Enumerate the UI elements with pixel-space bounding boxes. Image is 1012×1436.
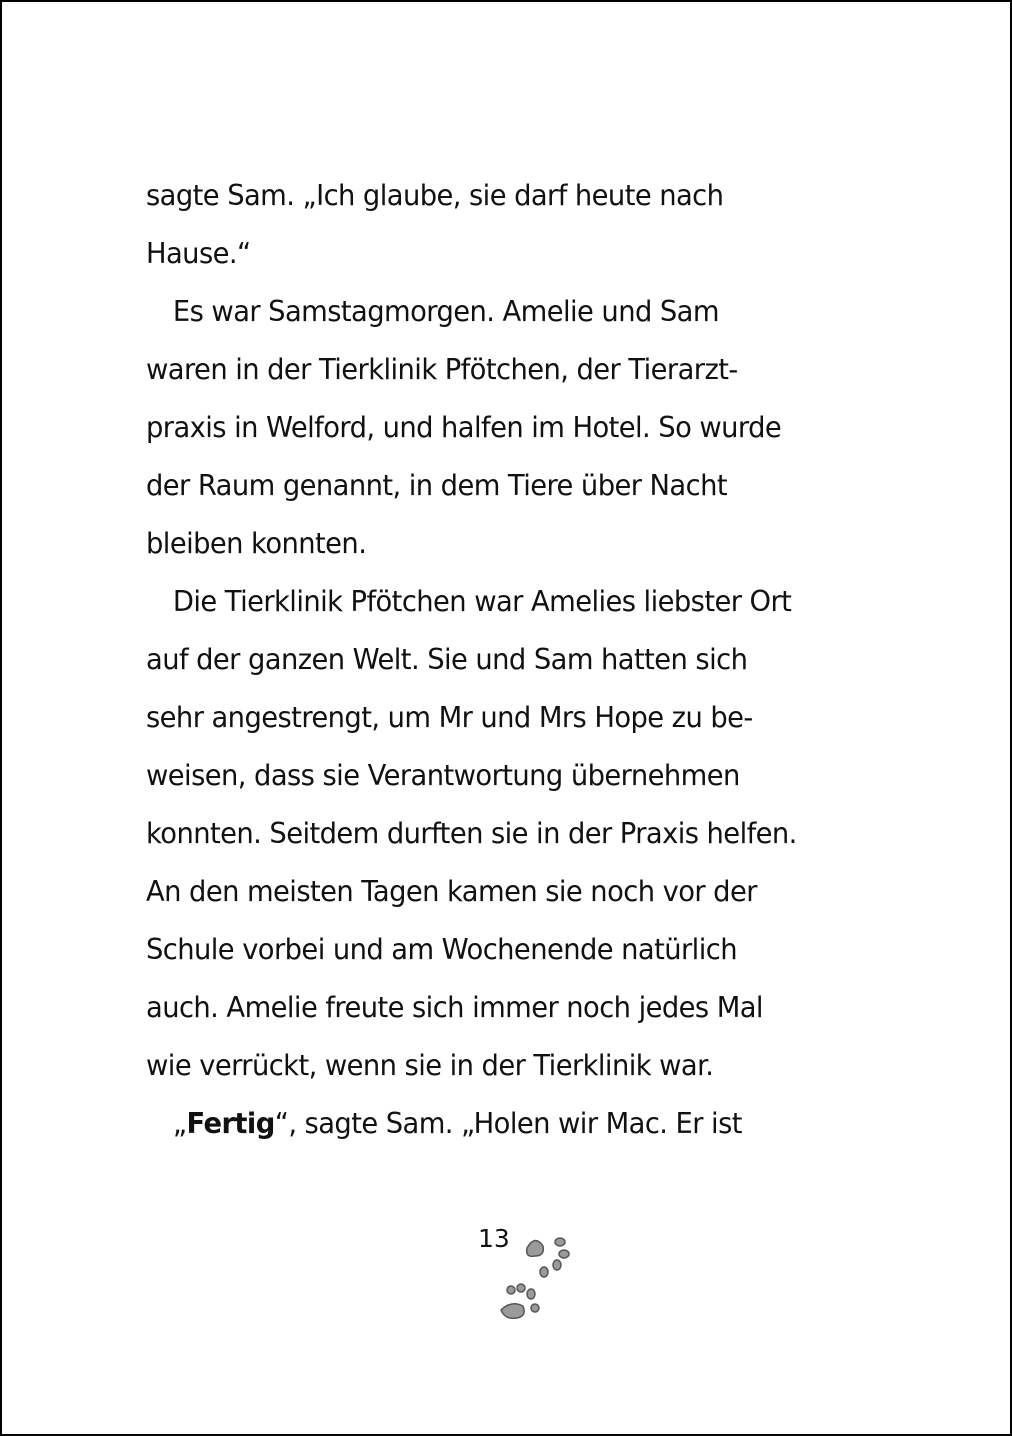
page-number: 13 [478,1224,510,1253]
text-line: auch. Amelie freute sich immer noch jedes Mal [146,991,763,1024]
text-line: wie verrückt, wenn sie in der Tierklinik war. [146,1049,714,1082]
text-line: sagte Sam. „Ich glaube, sie darf heute nach [146,179,724,212]
body-text [146,167,818,1153]
open-quote: „ [172,1107,187,1140]
text-line: waren in der Tierklinik Pfötchen, der Tierarzt- [146,353,738,386]
bold-word: Fertig [186,1107,275,1140]
text-line: der Raum genannt, in dem Tiere über Nacht [146,469,728,502]
text-line: bleiben konnten. [146,527,367,560]
text-line: An den meisten Tagen kamen sie noch vor der [146,875,757,908]
text-line: Es war Samstagmorgen. Amelie und Sam [172,295,719,328]
text-line: auf der ganzen Welt. Sie und Sam hatten sich [146,643,748,676]
line-rest: “, sagte Sam. „Holen wir Mac. Er ist [274,1107,742,1140]
text-line: Hause.“ [146,237,251,270]
text-line: weisen, dass sie Verantwortung übernehmen [146,759,740,792]
text-line: praxis in Welford, und halfen im Hotel. So wurde [146,411,782,444]
text-line: Schule vorbei und am Wochenende natürlich [146,933,737,966]
text-line: sehr angestrengt, um Mr und Mrs Hope zu be- [146,701,753,734]
text-line: Die Tierklinik Pfötchen war Amelies liebster Ort [172,585,792,618]
text-line-last [146,1095,818,1153]
paw-prints-icon [497,1230,577,1325]
text-line: konnten. Seitdem durften sie in der Praxis helfen. [146,817,797,850]
